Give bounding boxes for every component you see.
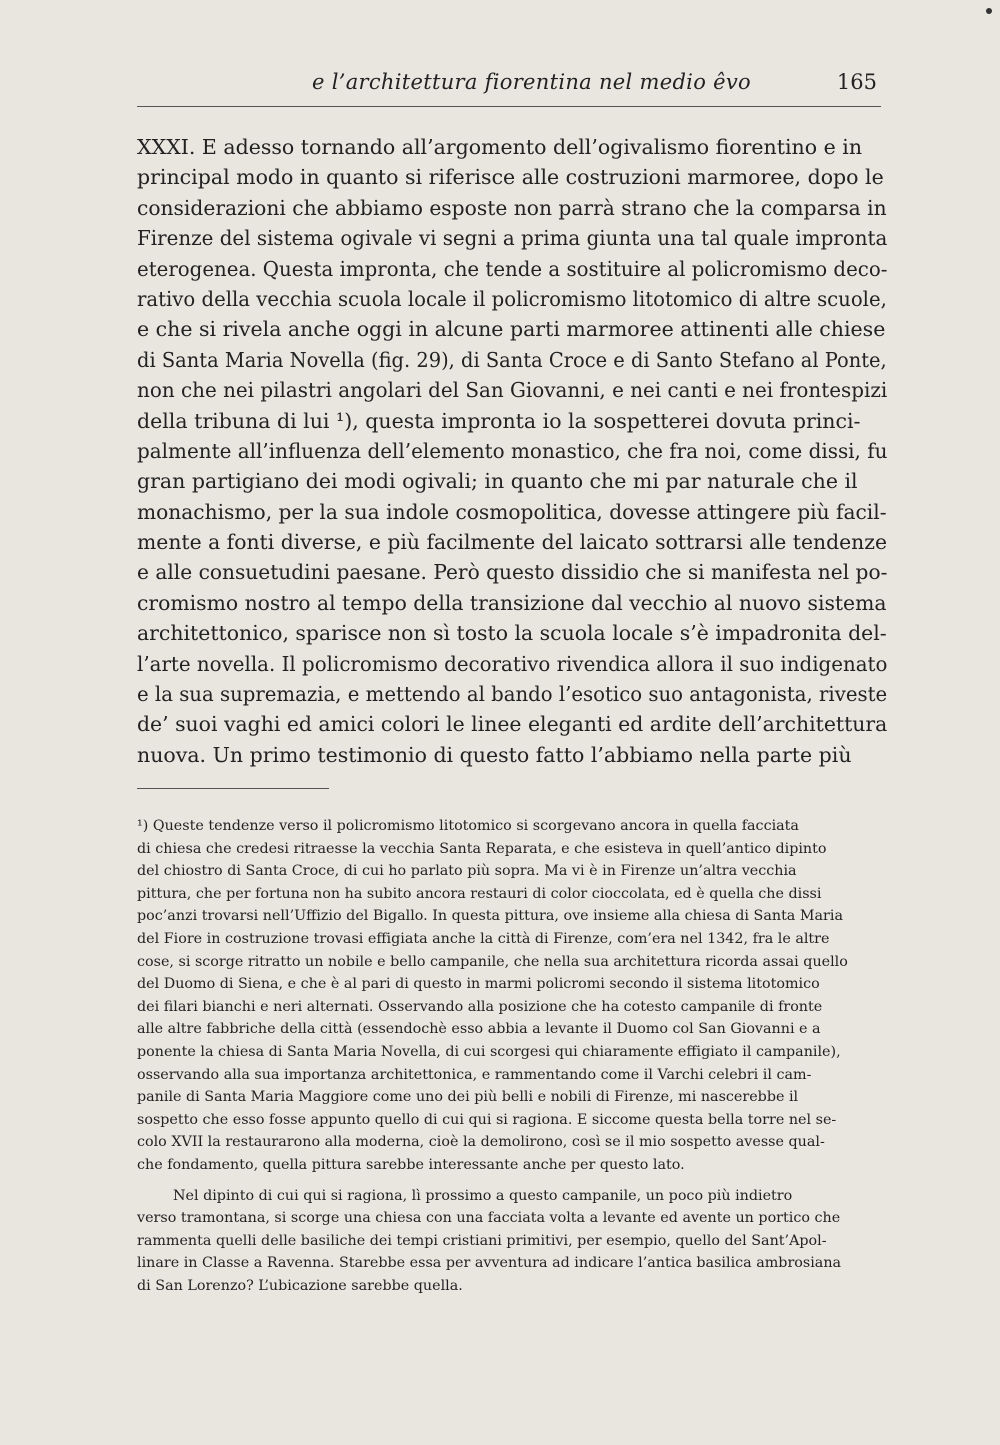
text-line: de’ suoi vaghi ed amici colori le linee eleganti ed ardite dell’architettura xyxy=(137,712,888,737)
footnote-line: del Duomo di Siena, e che è al pari di questo in marmi policromi secondo il sistema litotomico xyxy=(137,976,820,993)
footnote-line: del Fiore in costruzione trovasi effigiata anche la città di Firenze, com’era nel 1342, fra le altre xyxy=(137,930,830,947)
text-line: gran partigiano dei modi ogivali; in quanto che mi par naturale che il xyxy=(137,469,858,494)
footnote-line: sospetto che esso fosse appunto quello di cui qui si ragiona. E siccome questa bella torre nel se- xyxy=(137,1111,837,1128)
text-line: principal modo in quanto si riferisce alle costruzioni marmoree, dopo le xyxy=(137,165,884,190)
text-line: di Santa Maria Novella (fig. 29), di Santa Croce e di Santo Stefano al Ponte, xyxy=(137,347,887,372)
footnote-line: Nel dipinto di cui qui si ragiona, lì prossimo a questo campanile, un poco più indietro xyxy=(173,1187,793,1204)
footnote-line: panile di Santa Maria Maggiore come uno dei più belli e nobili di Firenze, mi nascerebbe il xyxy=(137,1089,799,1106)
text-line: della tribuna di lui ¹), questa impronta io la sospetterei dovuta princi- xyxy=(137,408,861,433)
text-line: monachismo, per la sua indole cosmopolitica, dovesse attingere più facil- xyxy=(137,499,887,524)
footnote-line: osservando alla sua importanza architettonica, e rammentando come il Varchi celebri il cam- xyxy=(137,1066,812,1083)
text-line: eterogenea. Questa impronta, che tende a sostituire al policromismo deco- xyxy=(137,256,888,281)
text-line: rativo della vecchia scuola locale il policromismo litotomico di altre scuole, xyxy=(137,286,887,311)
footnote-separator xyxy=(137,788,329,789)
footnote-line: pittura, che per fortuna non ha subito ancora restauri di color cioccolata, ed è quella che dissi xyxy=(137,885,822,902)
running-header xyxy=(137,66,881,107)
text-line: non che nei pilastri angolari del San Giovanni, e nei canti e nei frontespizi xyxy=(137,378,888,403)
text-line: XXXI. E adesso tornando all’argomento dell’ogivalismo fiorentino e in xyxy=(137,135,863,159)
footnote-line: cose, si scorge ritratto un nobile e bello campanile, che nella sua architettura ricorda assai quello xyxy=(137,953,848,970)
footnote-line: di chiesa che credesi ritraesse la vecchia Santa Reparata, e che esisteva in quell’antico dipinto xyxy=(137,840,827,857)
footnote-line: di San Lorenzo? L’ubicazione sarebbe quella. xyxy=(137,1277,463,1294)
text-line: e la sua supremazia, e mettendo al bando l’esotico suo antagonista, riveste xyxy=(137,682,888,707)
footnote-line: del chiostro di Santa Croce, di cui ho parlato più sopra. Ma vi è in Firenze un’altra vecchia xyxy=(137,863,797,880)
page-number: 165 xyxy=(836,70,877,94)
footnote-line: ponente la chiesa di Santa Maria Novella, di cui scorgesi qui chiaramente effigiato il campanile), xyxy=(137,1043,841,1060)
text-line: mente a fonti diverse, e più facilmente del laicato sottrarsi alle tendenze xyxy=(137,530,887,555)
footnote-line: che fondamento, quella pittura sarebbe interessante anche per questo lato. xyxy=(137,1156,685,1173)
footnote-line: linare in Classe a Ravenna. Starebbe essa per avventura ad indicare l’antica basilica ambrosiana xyxy=(137,1255,842,1272)
main-text xyxy=(137,132,887,770)
footnotes xyxy=(137,815,887,1297)
text-line: e alle consuetudini paesane. Però questo dissidio che si manifesta nel po- xyxy=(137,560,888,585)
footnote-line: poc’anzi trovarsi nell’Uffizio del Bigallo. In questa pittura, ove insieme alla chiesa di Santa Maria xyxy=(137,908,843,925)
footnote-line: rammenta quelli delle basiliche dei tempi cristiani primitivi, per esempio, quello del Sant’Apol- xyxy=(137,1232,827,1249)
footnote-line: alle altre fabbriche della città (essendochè esso abbia a levante il Duomo col San Giovanni e a xyxy=(137,1021,821,1038)
text-line: l’arte novella. Il policromismo decorativo rivendica allora il suo indigenato xyxy=(137,651,888,676)
text-line: e che si rivela anche oggi in alcune parti marmoree attinenti alle chiese xyxy=(137,317,886,342)
text-line: nuova. Un primo testimonio di questo fatto l’abbiamo nella parte più xyxy=(137,742,852,767)
text-line: cromismo nostro al tempo della transizione dal vecchio al nuovo sistema xyxy=(137,590,887,615)
ink-spot xyxy=(986,8,992,14)
footnote-line: colo XVII la restaurarono alla moderna, cioè la demolirono, così se il mio sospetto avesse qual- xyxy=(137,1134,825,1151)
running-title: e l’architettura fiorentina nel medio êvo xyxy=(312,70,751,94)
text-line: Firenze del sistema ogivale vi segni a prima giunta una tal quale impronta xyxy=(137,226,888,251)
footnote-line: verso tramontana, si scorge una chiesa con una facciata volta a levante ed avente un portico che xyxy=(137,1210,841,1227)
text-line: architettonico, sparisce non sì tosto la scuola locale s’è impadronita del- xyxy=(137,621,887,646)
footnote-line: ¹) Queste tendenze verso il policromismo litotomico si scorgevano ancora in quella facciata xyxy=(137,818,799,834)
text-line: considerazioni che abbiamo esposte non parrà strano che la comparsa in xyxy=(137,195,887,220)
text-line: palmente all’influenza dell’elemento monastico, che fra noi, come dissi, fu xyxy=(137,438,888,463)
footnote-line: dei filari bianchi e neri alternati. Osservando alla posizione che ha cotesto campanile di fronte xyxy=(137,998,823,1015)
